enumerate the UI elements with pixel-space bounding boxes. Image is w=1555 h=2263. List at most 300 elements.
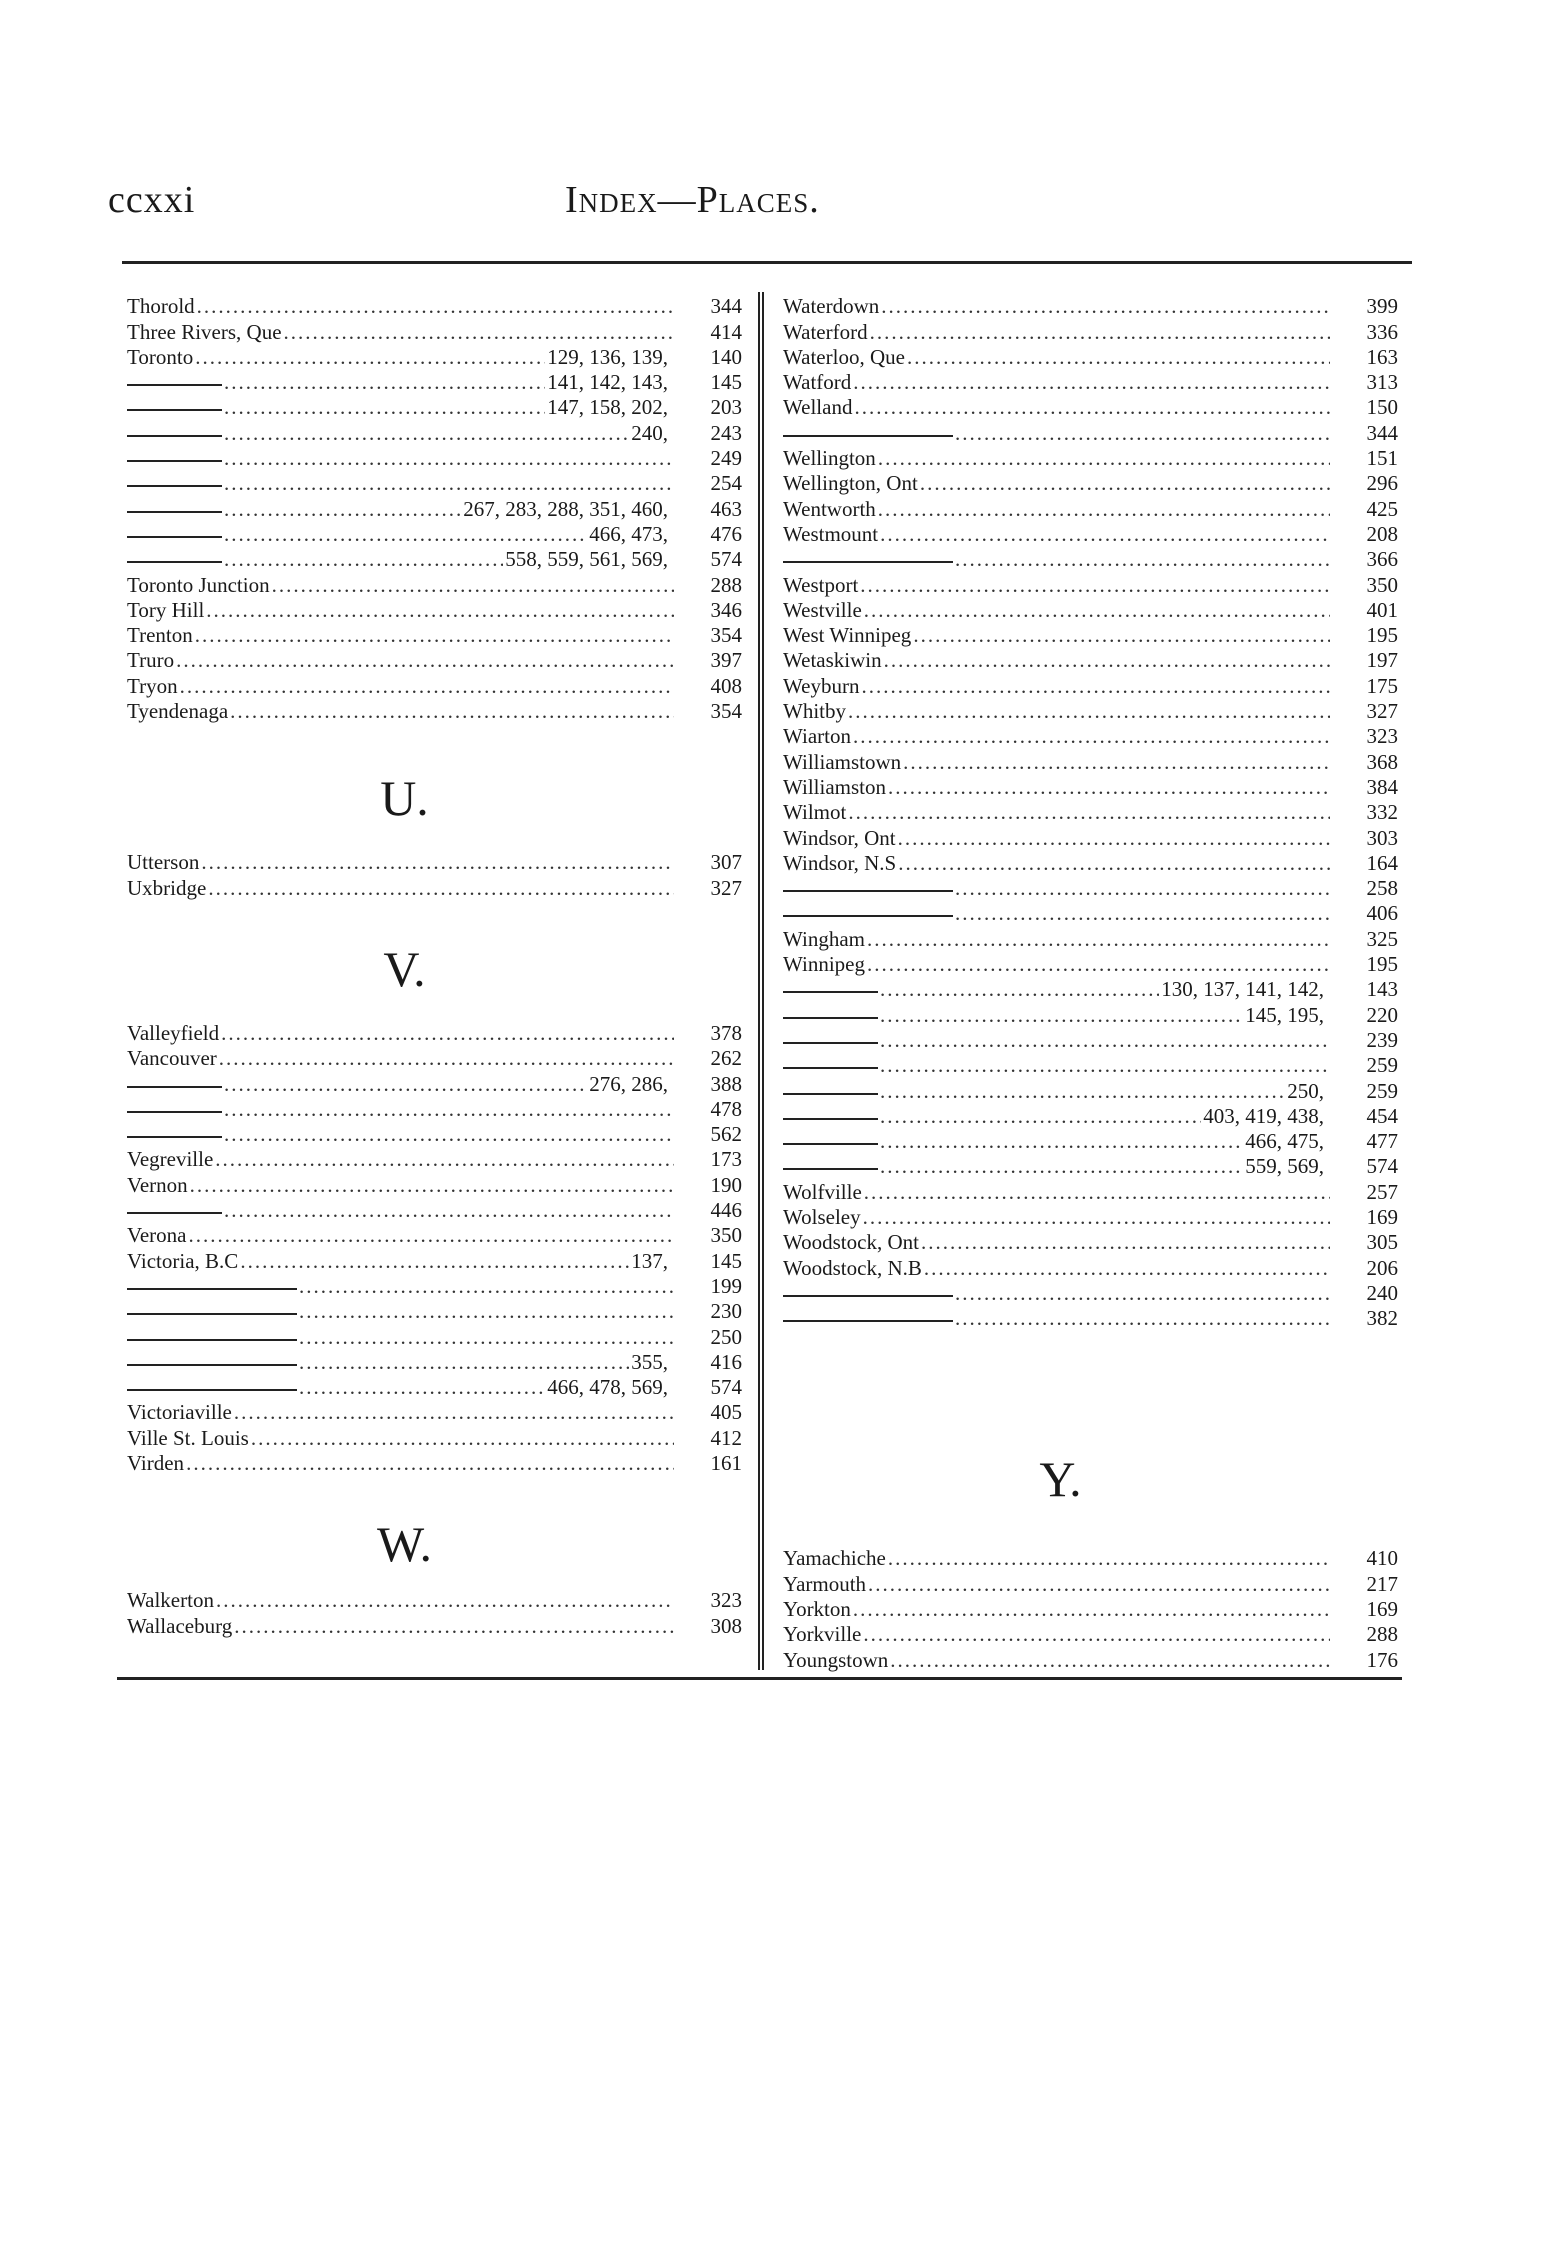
section-spacer bbox=[127, 899, 742, 939]
page-reference: 378 bbox=[710, 1020, 742, 1045]
index-entry bbox=[127, 1044, 742, 1069]
ditto-dash bbox=[127, 1212, 222, 1214]
page-reference: 288 bbox=[1366, 1622, 1398, 1647]
page-reference: 574 bbox=[710, 547, 742, 572]
additional-pages: 466, 478, 569, bbox=[547, 1375, 668, 1400]
place-name: Tory Hill bbox=[127, 597, 205, 622]
place-name: Yamachiche bbox=[783, 1546, 886, 1571]
dot-leader bbox=[195, 346, 545, 368]
place-name: Wetaskiwin bbox=[783, 648, 882, 673]
dot-leader bbox=[234, 1401, 674, 1423]
dot-leader bbox=[881, 295, 1330, 317]
place-name: Victoriaville bbox=[127, 1400, 232, 1425]
index-entry bbox=[127, 570, 742, 595]
section-heading-w: W. bbox=[376, 1515, 433, 1572]
place-name: Ville St. Louis bbox=[127, 1425, 249, 1450]
page-reference: 145 bbox=[710, 1248, 742, 1273]
dot-leader bbox=[201, 851, 674, 873]
page-reference: 250 bbox=[710, 1324, 742, 1349]
index-entry bbox=[783, 317, 1398, 342]
dot-leader bbox=[864, 599, 1330, 621]
dot-leader bbox=[854, 396, 1330, 418]
ditto-dash bbox=[127, 1288, 297, 1290]
place-name: Tryon bbox=[127, 673, 178, 698]
page-reference: 169 bbox=[1366, 1204, 1398, 1229]
page-reference: 259 bbox=[1366, 1053, 1398, 1078]
place-name: Victoria, B.C bbox=[127, 1248, 239, 1273]
additional-pages: 558, 559, 561, 569, bbox=[505, 547, 668, 572]
dot-leader bbox=[853, 371, 1330, 393]
index-entry-continuation bbox=[127, 1297, 742, 1322]
index-entry-continuation bbox=[127, 494, 742, 519]
place-name: Wilmot bbox=[783, 800, 847, 825]
page-reference: 382 bbox=[1366, 1306, 1398, 1331]
place-name: Westville bbox=[783, 597, 862, 622]
place-name: Williamstown bbox=[783, 749, 902, 774]
place-name: Wentworth bbox=[783, 496, 876, 521]
page-reference: 405 bbox=[710, 1400, 742, 1425]
index-entry bbox=[127, 1423, 742, 1448]
place-name: Trenton bbox=[127, 623, 193, 648]
dot-leader bbox=[224, 548, 503, 570]
additional-pages: 147, 158, 202, bbox=[547, 395, 668, 420]
page-reference: 161 bbox=[710, 1450, 742, 1475]
page-reference: 401 bbox=[1366, 597, 1398, 622]
place-name: Wolfville bbox=[783, 1179, 862, 1204]
additional-pages: 559, 569, bbox=[1245, 1154, 1324, 1179]
dot-leader bbox=[251, 1427, 674, 1449]
ditto-dash bbox=[783, 915, 953, 917]
page-reference: 199 bbox=[710, 1273, 742, 1298]
page-reference: 197 bbox=[1366, 648, 1398, 673]
dot-leader bbox=[224, 1098, 674, 1120]
dot-leader bbox=[880, 1105, 1201, 1127]
dot-leader bbox=[224, 498, 461, 520]
place-name: Waterford bbox=[783, 319, 868, 344]
index-entry-continuation bbox=[127, 368, 742, 393]
dot-leader bbox=[955, 548, 1330, 570]
page-reference: 195 bbox=[1366, 623, 1398, 648]
page-reference: 368 bbox=[1366, 749, 1398, 774]
dot-leader bbox=[188, 1224, 674, 1246]
dot-leader bbox=[197, 295, 674, 317]
place-name: Windsor, N.S bbox=[783, 850, 897, 875]
index-entry bbox=[127, 646, 742, 671]
dot-leader bbox=[868, 1573, 1330, 1595]
page-reference: 325 bbox=[1366, 926, 1398, 951]
place-name: Wellington, Ont bbox=[783, 471, 918, 496]
section-spacer bbox=[783, 1329, 1398, 1449]
dot-leader bbox=[863, 1206, 1330, 1228]
dot-leader bbox=[224, 1123, 674, 1145]
place-name: Winnipeg bbox=[783, 952, 865, 977]
index-entry-continuation bbox=[783, 1051, 1398, 1076]
index-entry bbox=[783, 1595, 1398, 1620]
place-name: Westmount bbox=[783, 521, 879, 546]
dot-leader bbox=[867, 953, 1330, 975]
dot-leader bbox=[853, 1598, 1330, 1620]
page-reference: 313 bbox=[1366, 370, 1398, 395]
page-reference: 354 bbox=[710, 623, 742, 648]
index-entry-continuation bbox=[127, 1120, 742, 1145]
page-reference: 425 bbox=[1366, 496, 1398, 521]
page-reference: 173 bbox=[710, 1147, 742, 1172]
place-name: Wingham bbox=[783, 926, 865, 951]
index-entry bbox=[783, 798, 1398, 823]
page-reference: 416 bbox=[710, 1349, 742, 1374]
page-reference: 562 bbox=[710, 1122, 742, 1147]
page-reference: 288 bbox=[710, 572, 742, 597]
ditto-dash bbox=[127, 511, 222, 513]
index-entry-continuation bbox=[127, 520, 742, 545]
ditto-dash bbox=[127, 536, 222, 538]
place-name: Windsor, Ont bbox=[783, 825, 896, 850]
index-entry bbox=[127, 1586, 742, 1611]
dot-leader bbox=[224, 523, 587, 545]
dot-leader bbox=[221, 1022, 674, 1044]
page-reference: 262 bbox=[710, 1046, 742, 1071]
page-reference: 163 bbox=[1366, 344, 1398, 369]
section-spacer bbox=[127, 722, 742, 768]
dot-leader bbox=[920, 472, 1330, 494]
ditto-dash bbox=[783, 890, 953, 892]
index-entry bbox=[783, 368, 1398, 393]
place-name: Uxbridge bbox=[127, 875, 207, 900]
dot-leader bbox=[898, 827, 1330, 849]
place-name: Wellington bbox=[783, 446, 876, 471]
additional-pages: 267, 283, 288, 351, 460, bbox=[463, 496, 668, 521]
dot-leader bbox=[176, 649, 674, 671]
index-entry bbox=[783, 950, 1398, 975]
page-reference: 203 bbox=[710, 395, 742, 420]
ditto-dash bbox=[783, 1118, 878, 1120]
index-entry bbox=[783, 520, 1398, 545]
page-reference: 307 bbox=[710, 850, 742, 875]
place-name: Westport bbox=[783, 572, 859, 597]
index-entry bbox=[783, 671, 1398, 696]
dot-leader bbox=[284, 321, 674, 343]
place-name: Toronto Junction bbox=[127, 572, 270, 597]
page-reference: 344 bbox=[1366, 420, 1398, 445]
top-rule bbox=[122, 261, 1412, 264]
dot-leader bbox=[898, 852, 1330, 874]
dot-leader bbox=[870, 321, 1330, 343]
index-column-left bbox=[127, 292, 742, 1637]
page-reference: 410 bbox=[1366, 1546, 1398, 1571]
page-reference: 476 bbox=[710, 521, 742, 546]
dot-leader bbox=[888, 1547, 1330, 1569]
index-entry bbox=[783, 1544, 1398, 1569]
page-reference: 140 bbox=[710, 344, 742, 369]
page-reference: 243 bbox=[710, 420, 742, 445]
page-reference: 478 bbox=[710, 1096, 742, 1121]
dot-leader bbox=[863, 1623, 1330, 1645]
index-entry bbox=[127, 1221, 742, 1246]
page-reference: 169 bbox=[1366, 1597, 1398, 1622]
ditto-dash bbox=[783, 1093, 878, 1095]
place-name: Waterloo, Que bbox=[783, 344, 905, 369]
dot-leader bbox=[860, 574, 1330, 596]
index-entry bbox=[783, 570, 1398, 595]
section-spacer bbox=[127, 999, 742, 1019]
place-name: Whitby bbox=[783, 699, 846, 724]
page-reference: 143 bbox=[1366, 977, 1398, 1002]
index-entry bbox=[783, 343, 1398, 368]
page-reference: 446 bbox=[710, 1198, 742, 1223]
place-name: Thorold bbox=[127, 294, 195, 319]
dot-leader bbox=[880, 1155, 1243, 1177]
page-reference: 408 bbox=[710, 673, 742, 698]
dot-leader bbox=[180, 675, 674, 697]
dot-leader bbox=[955, 422, 1330, 444]
dot-leader bbox=[864, 1181, 1330, 1203]
index-entry-continuation bbox=[783, 899, 1398, 924]
index-entry-continuation bbox=[783, 1000, 1398, 1025]
index-entry-continuation bbox=[783, 1304, 1398, 1329]
ditto-dash bbox=[783, 1017, 878, 1019]
index-entry bbox=[783, 1203, 1398, 1228]
additional-pages: 403, 419, 438, bbox=[1203, 1103, 1324, 1128]
page-reference: 305 bbox=[1366, 1230, 1398, 1255]
ditto-dash bbox=[783, 1295, 953, 1297]
page-reference: 230 bbox=[710, 1299, 742, 1324]
index-entry bbox=[127, 343, 742, 368]
dot-leader bbox=[955, 1307, 1330, 1329]
index-entry-continuation bbox=[127, 1095, 742, 1120]
ditto-dash bbox=[783, 1042, 878, 1044]
dot-leader bbox=[219, 1047, 674, 1069]
additional-pages: 129, 136, 139, bbox=[547, 344, 668, 369]
additional-pages: 250, bbox=[1287, 1078, 1324, 1103]
index-entry-continuation bbox=[783, 1152, 1398, 1177]
ditto-dash bbox=[127, 1111, 222, 1113]
dot-leader bbox=[880, 1130, 1243, 1152]
index-entry bbox=[127, 1019, 742, 1044]
index-entry bbox=[783, 1253, 1398, 1278]
page-reference: 151 bbox=[1366, 446, 1398, 471]
ditto-dash bbox=[127, 435, 222, 437]
dot-leader bbox=[867, 928, 1330, 950]
additional-pages: 466, 473, bbox=[589, 521, 668, 546]
place-name: Woodstock, N.B bbox=[783, 1255, 922, 1280]
page-reference: 406 bbox=[1366, 901, 1398, 926]
additional-pages: 240, bbox=[631, 420, 668, 445]
ditto-dash bbox=[127, 460, 222, 462]
index-entry bbox=[783, 646, 1398, 671]
index-column-right bbox=[783, 292, 1398, 1671]
place-name: Vernon bbox=[127, 1172, 188, 1197]
ditto-dash bbox=[783, 1168, 878, 1170]
place-name: Toronto bbox=[127, 344, 194, 369]
index-entry bbox=[783, 1228, 1398, 1253]
dot-leader bbox=[880, 523, 1330, 545]
place-name: Virden bbox=[127, 1450, 185, 1475]
place-name: Vegreville bbox=[127, 1147, 214, 1172]
page-reference: 257 bbox=[1366, 1179, 1398, 1204]
place-name: Three Rivers, Que bbox=[127, 319, 282, 344]
page-reference: 176 bbox=[1366, 1647, 1398, 1672]
place-name: Williamston bbox=[783, 774, 886, 799]
ditto-dash bbox=[127, 1086, 222, 1088]
place-name: Youngstown bbox=[783, 1647, 889, 1672]
page-reference: 240 bbox=[1366, 1280, 1398, 1305]
dot-leader bbox=[224, 422, 629, 444]
page-reference: 574 bbox=[710, 1375, 742, 1400]
index-entry bbox=[127, 848, 742, 873]
index-entry bbox=[127, 292, 742, 317]
place-name: Verona bbox=[127, 1223, 187, 1248]
place-name: West Winnipeg bbox=[783, 623, 912, 648]
index-entry-continuation bbox=[783, 1127, 1398, 1152]
ditto-dash bbox=[783, 991, 878, 993]
dot-leader bbox=[880, 978, 1159, 1000]
page-reference: 217 bbox=[1366, 1571, 1398, 1596]
index-entry-continuation bbox=[783, 1279, 1398, 1304]
index-entry bbox=[783, 596, 1398, 621]
dot-leader bbox=[224, 447, 674, 469]
dot-leader bbox=[224, 396, 545, 418]
ditto-dash bbox=[783, 1143, 878, 1145]
ditto-dash bbox=[783, 435, 953, 437]
place-name: Tyendenaga bbox=[127, 699, 229, 724]
index-entry bbox=[783, 773, 1398, 798]
place-name: Yorkton bbox=[783, 1597, 851, 1622]
ditto-dash bbox=[127, 1389, 297, 1391]
index-entry bbox=[127, 697, 742, 722]
dot-leader bbox=[224, 1199, 674, 1221]
place-name: Waterdown bbox=[783, 294, 880, 319]
dot-leader bbox=[955, 877, 1330, 899]
page-reference: 354 bbox=[710, 699, 742, 724]
page-reference: 164 bbox=[1366, 850, 1398, 875]
additional-pages: 276, 286, bbox=[589, 1071, 668, 1096]
dot-leader bbox=[924, 1257, 1330, 1279]
page-reference: 296 bbox=[1366, 471, 1398, 496]
place-name: Weyburn bbox=[783, 673, 860, 698]
section-spacer bbox=[783, 1509, 1398, 1544]
section-heading-y: Y. bbox=[1039, 1451, 1082, 1508]
page-reference: 346 bbox=[710, 597, 742, 622]
index-entry bbox=[783, 849, 1398, 874]
page-reference: 366 bbox=[1366, 547, 1398, 572]
place-name: Utterson bbox=[127, 850, 200, 875]
page-reference: 336 bbox=[1366, 319, 1398, 344]
index-entry-continuation bbox=[127, 469, 742, 494]
page-reference: 414 bbox=[710, 319, 742, 344]
additional-pages: 141, 142, 143, bbox=[547, 370, 668, 395]
index-entry-continuation bbox=[127, 444, 742, 469]
index-entry bbox=[783, 924, 1398, 949]
page-reference: 303 bbox=[1366, 825, 1398, 850]
ditto-dash bbox=[783, 1320, 953, 1322]
dot-leader bbox=[955, 1282, 1330, 1304]
index-entry bbox=[783, 823, 1398, 848]
dot-leader bbox=[230, 700, 674, 722]
index-entry bbox=[127, 1145, 742, 1170]
dot-leader bbox=[913, 624, 1330, 646]
ditto-dash bbox=[127, 485, 222, 487]
index-entry-continuation bbox=[127, 393, 742, 418]
dot-leader bbox=[890, 1649, 1330, 1671]
page-header bbox=[0, 178, 1555, 238]
index-entry-continuation bbox=[127, 1348, 742, 1373]
ditto-dash bbox=[127, 1136, 222, 1138]
index-entry-continuation bbox=[127, 1196, 742, 1221]
page-reference: 463 bbox=[710, 496, 742, 521]
index-entry bbox=[127, 1611, 742, 1636]
place-name: Wiarton bbox=[783, 724, 851, 749]
index-entry bbox=[783, 494, 1398, 519]
page-reference: 239 bbox=[1366, 1027, 1398, 1052]
page-reference: 327 bbox=[1366, 699, 1398, 724]
dot-leader bbox=[224, 1073, 587, 1095]
index-entry bbox=[783, 722, 1398, 747]
index-entry bbox=[783, 444, 1398, 469]
index-entry-continuation bbox=[783, 1026, 1398, 1051]
ditto-dash bbox=[127, 409, 222, 411]
index-entry bbox=[783, 1177, 1398, 1202]
place-name: Truro bbox=[127, 648, 175, 673]
dot-leader bbox=[903, 751, 1330, 773]
page-reference: 323 bbox=[710, 1588, 742, 1613]
index-entry-continuation bbox=[783, 418, 1398, 443]
page-reference: 190 bbox=[710, 1172, 742, 1197]
section-spacer bbox=[127, 1574, 742, 1586]
dot-leader bbox=[272, 574, 674, 596]
index-entry bbox=[127, 1170, 742, 1195]
page-reference: 332 bbox=[1366, 800, 1398, 825]
additional-pages: 145, 195, bbox=[1245, 1002, 1324, 1027]
page-reference: 150 bbox=[1366, 395, 1398, 420]
dot-leader bbox=[224, 472, 674, 494]
ditto-dash bbox=[127, 384, 222, 386]
index-entry-continuation bbox=[127, 545, 742, 570]
page-number: ccxxi bbox=[108, 179, 196, 221]
place-name: Valleyfield bbox=[127, 1020, 220, 1045]
index-entry bbox=[783, 697, 1398, 722]
index-entry-continuation bbox=[127, 1322, 742, 1347]
index-entry-continuation bbox=[783, 874, 1398, 899]
page-reference: 208 bbox=[1366, 521, 1398, 546]
dot-leader bbox=[878, 498, 1330, 520]
page-reference: 350 bbox=[710, 1223, 742, 1248]
page-reference: 254 bbox=[710, 471, 742, 496]
page-reference: 323 bbox=[1366, 724, 1398, 749]
page-reference: 327 bbox=[710, 875, 742, 900]
dot-leader bbox=[921, 1231, 1330, 1253]
dot-leader bbox=[907, 346, 1330, 368]
dot-leader bbox=[206, 599, 674, 621]
page-reference: 308 bbox=[710, 1613, 742, 1638]
dot-leader bbox=[884, 649, 1330, 671]
index-entry bbox=[127, 1246, 742, 1271]
page-reference: 249 bbox=[710, 446, 742, 471]
index-entry-continuation bbox=[127, 418, 742, 443]
ditto-dash bbox=[127, 1313, 297, 1315]
section-spacer bbox=[127, 1474, 742, 1514]
place-name: Wolseley bbox=[783, 1204, 861, 1229]
page-reference: 350 bbox=[1366, 572, 1398, 597]
bottom-rule bbox=[117, 1677, 1402, 1680]
dot-leader bbox=[216, 1589, 674, 1611]
dot-leader bbox=[880, 1004, 1243, 1026]
additional-pages: 466, 475, bbox=[1245, 1129, 1324, 1154]
dot-leader bbox=[240, 1250, 629, 1272]
place-name: Woodstock, Ont bbox=[783, 1230, 919, 1255]
page-reference: 412 bbox=[710, 1425, 742, 1450]
dot-leader bbox=[878, 447, 1330, 469]
place-name: Yorkville bbox=[783, 1622, 862, 1647]
